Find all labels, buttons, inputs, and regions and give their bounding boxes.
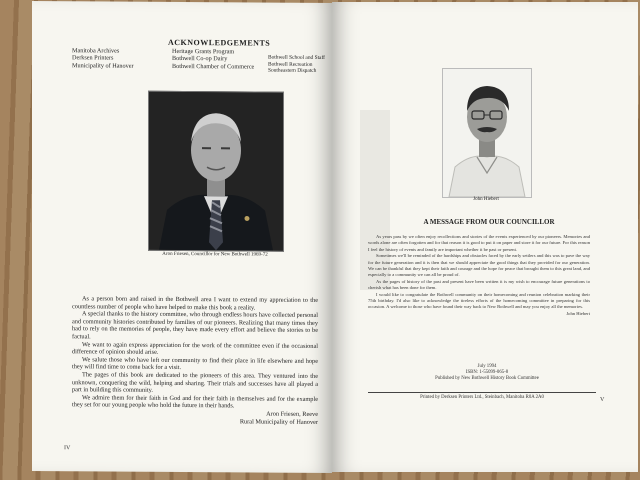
isbn: ISBN: 1-55099-065-8 [465,370,509,376]
paragraph: Sometimes we'll be reminded of the hardships and obstacles faced by the early settlers and this was to pave the way for the future generation and it is then that we should appreciate the good things that they provided for our generation. We can be thankful that they kept their faith and courage and the hope for peace that brought them to this great land, and especially to a community we can all be proud of. [368,253,590,278]
paragraph: As the pages of history of the past and present have been written it is my wish to encourage future generations to cherish what has been done for them. [368,278,590,291]
ack-item: Bothwell Recreation [268,61,313,68]
acknowledgements-body [72,295,318,426]
page-number: IV [64,445,71,452]
publisher: Published by New Bothwell History Book Committee [435,376,539,382]
printer-info: Printed by Derksen Printers Ltd., Steinbach, Manitoba R0A 2A0 [420,395,544,400]
ack-item: Bothwell School and Staff [268,54,325,61]
ack-item: Manitoba Archives [72,47,120,55]
publication-info [392,364,582,383]
acknowledgements-column-2 [172,48,254,71]
portrait-illustration [443,69,531,197]
acknowledgements-column-1 [72,47,134,70]
paragraph: As a person born and raised in the Bothwell area I want to extend my appreciation to the countless number of people who have helped to make this book a reality. [72,295,318,312]
left-page [32,1,332,473]
signature: John Hiebert [566,310,590,316]
photo-caption: John Hiebert [473,197,499,202]
ack-item: Derksen Printers [72,54,114,62]
acknowledgements-title: ACKNOWLEDGEMENTS [168,37,271,48]
divider-line [368,392,596,393]
paragraph: We salute those who have left our community to find their place in life elsewhere and hope they will find time to come back for a visit. [72,356,318,372]
councillor-message-body [368,234,590,317]
councillor-message-heading: A MESSAGE FROM OUR COUNCILLOR [423,218,555,226]
paragraph: We want to again express appreciation for the work of the committee even if the occasional difference of opinion should arise. [72,340,318,356]
paragraph: A special thanks to the history committee, who through endless hours have collected personal and community histories contributed by families of our pioneers. Realizing that many times they had to rely on the memories of people, they have made every effort and believe the stories to be factual. [72,310,318,341]
open-book [32,2,638,476]
paragraph: The pages of this book are dedicated to the pioneers of this area. They ventured into the unknown, conquering the wild, helping and sharing. Their trials and successes have all played a part in building this community. [72,371,318,394]
ack-item: Southeastern Dispatch [268,67,317,75]
signature-organization: Rural Municipality of Hanover [239,417,318,426]
page-number: V [600,397,605,403]
paragraph: I would like to congratulate the Bothwell community on their homecoming and reunion celebration marking their 75th birthday. I'd also like to acknowledge the tireless efforts of the homecoming committee in preparing for this occasion. A welcome to those who have found their way back to New Bothwell and may you enjoy all the memories. [368,291,590,310]
john-hiebert-photo [442,68,532,198]
paragraph: We admire them for their faith in God and for their faith in themselves and for the example they set for our young people who hold the future in their hands. [72,394,318,410]
portrait-illustration [149,92,283,251]
publication-date: July 1994 [477,364,497,369]
ack-item: Heritage Grants Program [172,47,235,56]
photo-caption: Aron Friesen, Councillor for New Bothwell 1969-72 [162,251,268,258]
aron-friesen-photo [148,91,284,252]
ack-item: Municipality of Hanover [72,62,134,70]
paragraph: As years pass by we often enjoy recollections and stories of the events experienced by our pioneers. Memories and words alone are often forgotten and for that reason it is good to put it on paper and store it for our future. For this reason I feel the history of events and family are important whether it be past or present. [368,234,590,252]
acknowledgements-column-3 [268,55,325,75]
ack-item: Bothwell Chamber of Commerce [172,62,255,71]
right-page [332,2,638,472]
ack-item: Bothwell Co-op Dairy [172,55,228,63]
signature-name: Aron Friesen, Reeve [266,410,318,418]
